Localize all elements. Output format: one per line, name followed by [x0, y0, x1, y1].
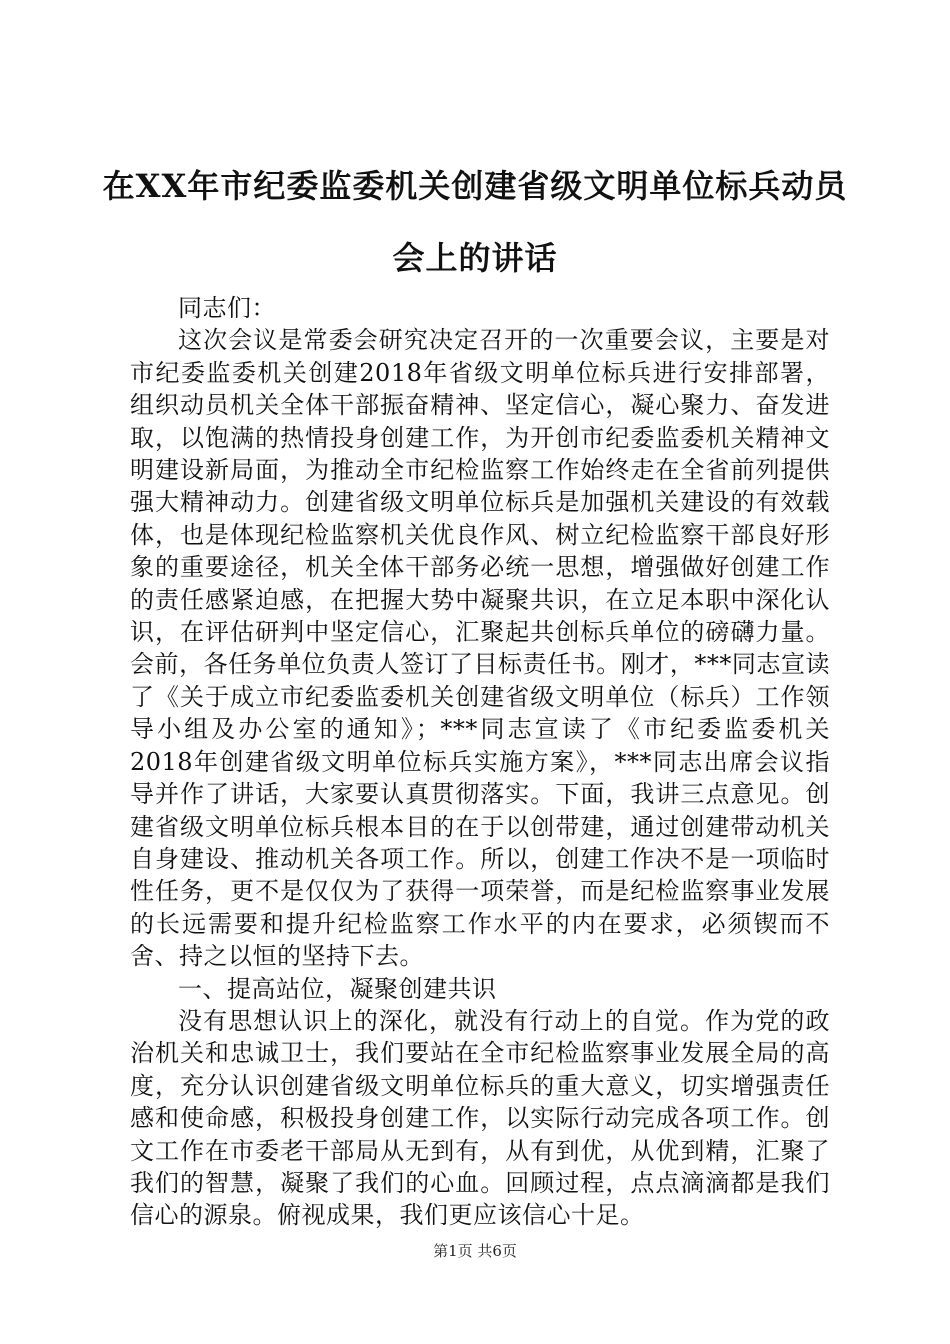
section-heading-1: 一、提高站位，凝聚创建共识 [178, 974, 497, 1003]
page-footer [0, 1240, 950, 1261]
page-indicator: 第1页 共6页 [433, 1242, 517, 1260]
paragraph-section-1: 没有思想认识上的深化，就没有行动上的自觉。作为党的政治机关和忠诚卫士，我们要站在全市纪检监察事业发展全局的高度，充分认识创建省级文明单位标兵的重大意义，切实增强责任感和使命感，积极投身创建工作，以实际行动完成各项工作。创文工作在市委老干部局从无到有，从有到优，从优到精，汇聚了我们的智慧，凝聚了我们的心血。回顾过程，点点滴滴都是我们信心的源泉。俯视成果，我们更应该信心十足。 [130, 1006, 830, 1230]
document-title: 在XX年市纪委监委机关创建省级文明单位标兵动员会上的讲话 [102, 167, 848, 277]
salutation: 同志们： [178, 294, 276, 322]
paragraph-intro: 这次会议是常委会研究决定召开的一次重要会议，主要是对市纪委监委机关创建2018年省级文明单位标兵进行安排部署，组织动员机关全体干部振奋精神、坚定信心，凝心聚力、奋发进取，以饱满的热情投身创建工作，为开创市纪委监委机关精神文明建设新局面，为推动全市纪检监察工作始终走在全省前列提供强大精神动力。创建省级文明单位标兵是加强机关建设的有效载体，也是体现纪检监察机关优良作风、树立纪检监察干部良好形象的重要途径，机关全体干部务必统一思想，增强做好创建工作的责任感紧迫感，在把握大势中凝聚共识，在立足本职中深化认识，在评估研判中坚定信心，汇聚起共创标兵单位的磅礴力量。会前，各任务单位负责人签订了目标责任书。刚才，***同志宣读了《关于成立市纪委监委机关创建省级文明单位（标兵）工作领导小组及办公室的通知》；***同志宣读了《市纪委监委机关2018年创建省级文明单位标兵实施方案》，***同志出席会议指导并作了讲话，大家要认真贯彻落实。下面，我讲三点意见。创建省级文明单位标兵根本目的在于以创带建，通过创建带动机关自身建设、推动机关各项工作。所以，创建工作决不是一项临时性任务，更不是仅仅为了获得一项荣誉，而是纪检监察事业发展的长远需要和提升纪检监察工作水平的内在要求，必须锲而不舍、持之以恒的坚持下去。 [130, 326, 830, 971]
document-body [130, 292, 830, 1232]
